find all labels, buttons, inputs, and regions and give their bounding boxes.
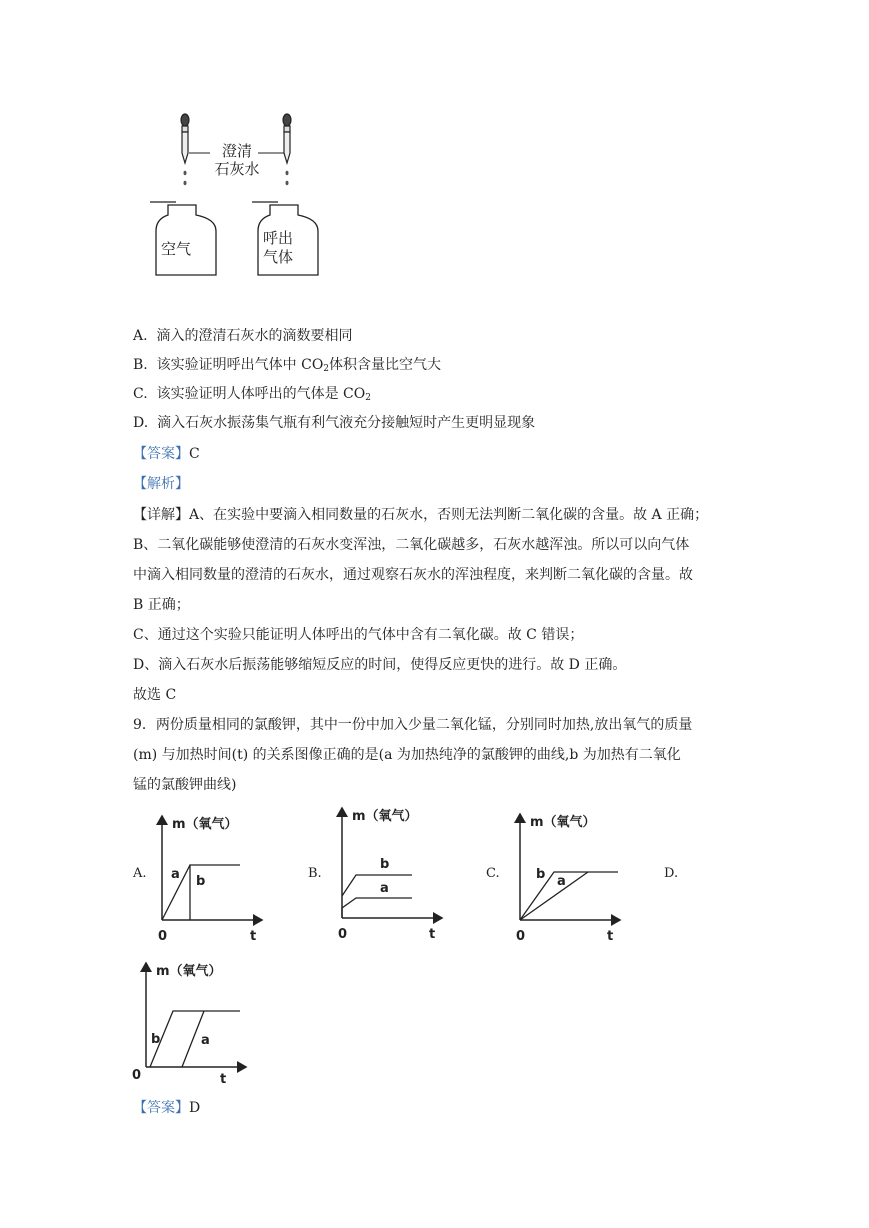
q9-answer: 【答案】D xyxy=(133,1100,201,1116)
curve-a xyxy=(520,872,588,920)
reagent-label-line2: 石灰水 xyxy=(214,160,260,178)
graph-d xyxy=(130,955,255,1095)
q8-option-c: C. 该实验证明人体呼出的气体是 $CO_2$ xyxy=(133,386,371,403)
bottle-left-label: 空气 xyxy=(161,240,192,258)
x-axis-label: t xyxy=(607,929,614,944)
q8-detail-line-2: B、二氧化碳能够使澄清的石灰水变浑浊，二氧化碳越多，石灰水越浑浊。所以可以向气体 xyxy=(133,537,690,553)
curve-b xyxy=(342,875,412,896)
q8-detail-line-1: 【详解】A、在实验中要滴入相同数量的石灰水，否则无法判断二氧化碳的含量。故 A 正确； xyxy=(133,507,709,523)
x-axis-label: t xyxy=(220,1072,227,1087)
dropper-right xyxy=(283,114,291,185)
bottle-right-label-line1: 呼出 xyxy=(263,229,294,247)
curve-label-a: a xyxy=(557,874,566,889)
x-axis-label: t xyxy=(429,927,436,940)
curve-b xyxy=(150,1011,240,1067)
q8-detail-line-4: B 正确； xyxy=(133,597,190,613)
q8-detail-line-6: D、滴入石灰水后振荡能够缩短反应的时间，使得反应更快的进行。故 D 正确。 xyxy=(133,657,627,673)
q8-option-d: D. 滴入石灰水振荡集气瓶有利气液充分接触短时产生更明显现象 xyxy=(133,415,536,431)
bottle-right-label-line2: 气体 xyxy=(263,248,294,266)
graph-a xyxy=(150,808,270,948)
y-axis-label: m（氧气） xyxy=(156,964,222,979)
curve-label-a: a xyxy=(380,881,389,896)
curve-b xyxy=(520,872,618,920)
curve-label-b: b xyxy=(151,1032,161,1047)
q8-analysis-label: 【解析】 xyxy=(133,476,189,492)
y-axis-label: m（氧气） xyxy=(352,809,418,824)
curve-label-b: b xyxy=(196,874,206,889)
q9-option-d-letter: D. xyxy=(664,866,679,881)
graph-c xyxy=(508,806,628,946)
y-axis-label: m（氧气） xyxy=(172,817,238,832)
curve-label-a: a xyxy=(171,867,180,882)
q9-option-a-letter: A. xyxy=(133,866,147,881)
bottle-right-label xyxy=(263,229,293,267)
reagent-label-line1: 澄清 xyxy=(221,142,252,160)
origin-label: 0 xyxy=(338,927,348,940)
curve-a xyxy=(342,898,412,918)
curve-label-a: a xyxy=(201,1033,210,1048)
y-axis-label: m（氧气） xyxy=(530,815,596,830)
q8-detail-line-7: 故选 C xyxy=(133,687,177,703)
q8-detail-line-5: C、通过这个实验只能证明人体呼出的气体中含有二氧化碳。故 C 错误； xyxy=(133,627,584,643)
q8-option-a: A. 滴入的澄清石灰水的滴数要相同 xyxy=(133,328,353,344)
q9-option-c-letter: C. xyxy=(486,866,500,881)
q9-stem-line-1: 9．两份质量相同的氯酸钾，其中一份中加入少量二氧化锰，分别同时加热,放出氧气的质量 xyxy=(133,717,693,733)
q8-option-b: B. 该实验证明呼出气体中 $CO_2$体积含量比空气大 xyxy=(133,357,442,374)
graph-b xyxy=(330,800,450,940)
origin-label: 0 xyxy=(132,1068,142,1083)
dropper-left xyxy=(181,114,189,185)
origin-label: 0 xyxy=(516,929,526,944)
curve-label-b: b xyxy=(380,857,390,872)
q9-stem-line-2: (m) 与加热时间(t) 的关系图像正确的是(a 为加热纯净的氯酸钾的曲线,b 为加热有二氧化 xyxy=(133,747,681,763)
q9-stem-line-3: 锰的氯酸钾曲线) xyxy=(133,777,237,793)
x-axis-label: t xyxy=(250,929,257,944)
curve-label-b: b xyxy=(536,867,546,882)
reagent-label xyxy=(211,142,263,178)
origin-label: 0 xyxy=(158,929,168,944)
q8-answer: 【答案】C xyxy=(133,446,200,462)
q9-option-b-letter: B. xyxy=(308,866,322,881)
q8-detail-line-3: 中滴入相同数量的澄清的石灰水，通过观察石灰水的浑浊程度，来判断二氧化碳的含量。故 xyxy=(133,567,693,583)
